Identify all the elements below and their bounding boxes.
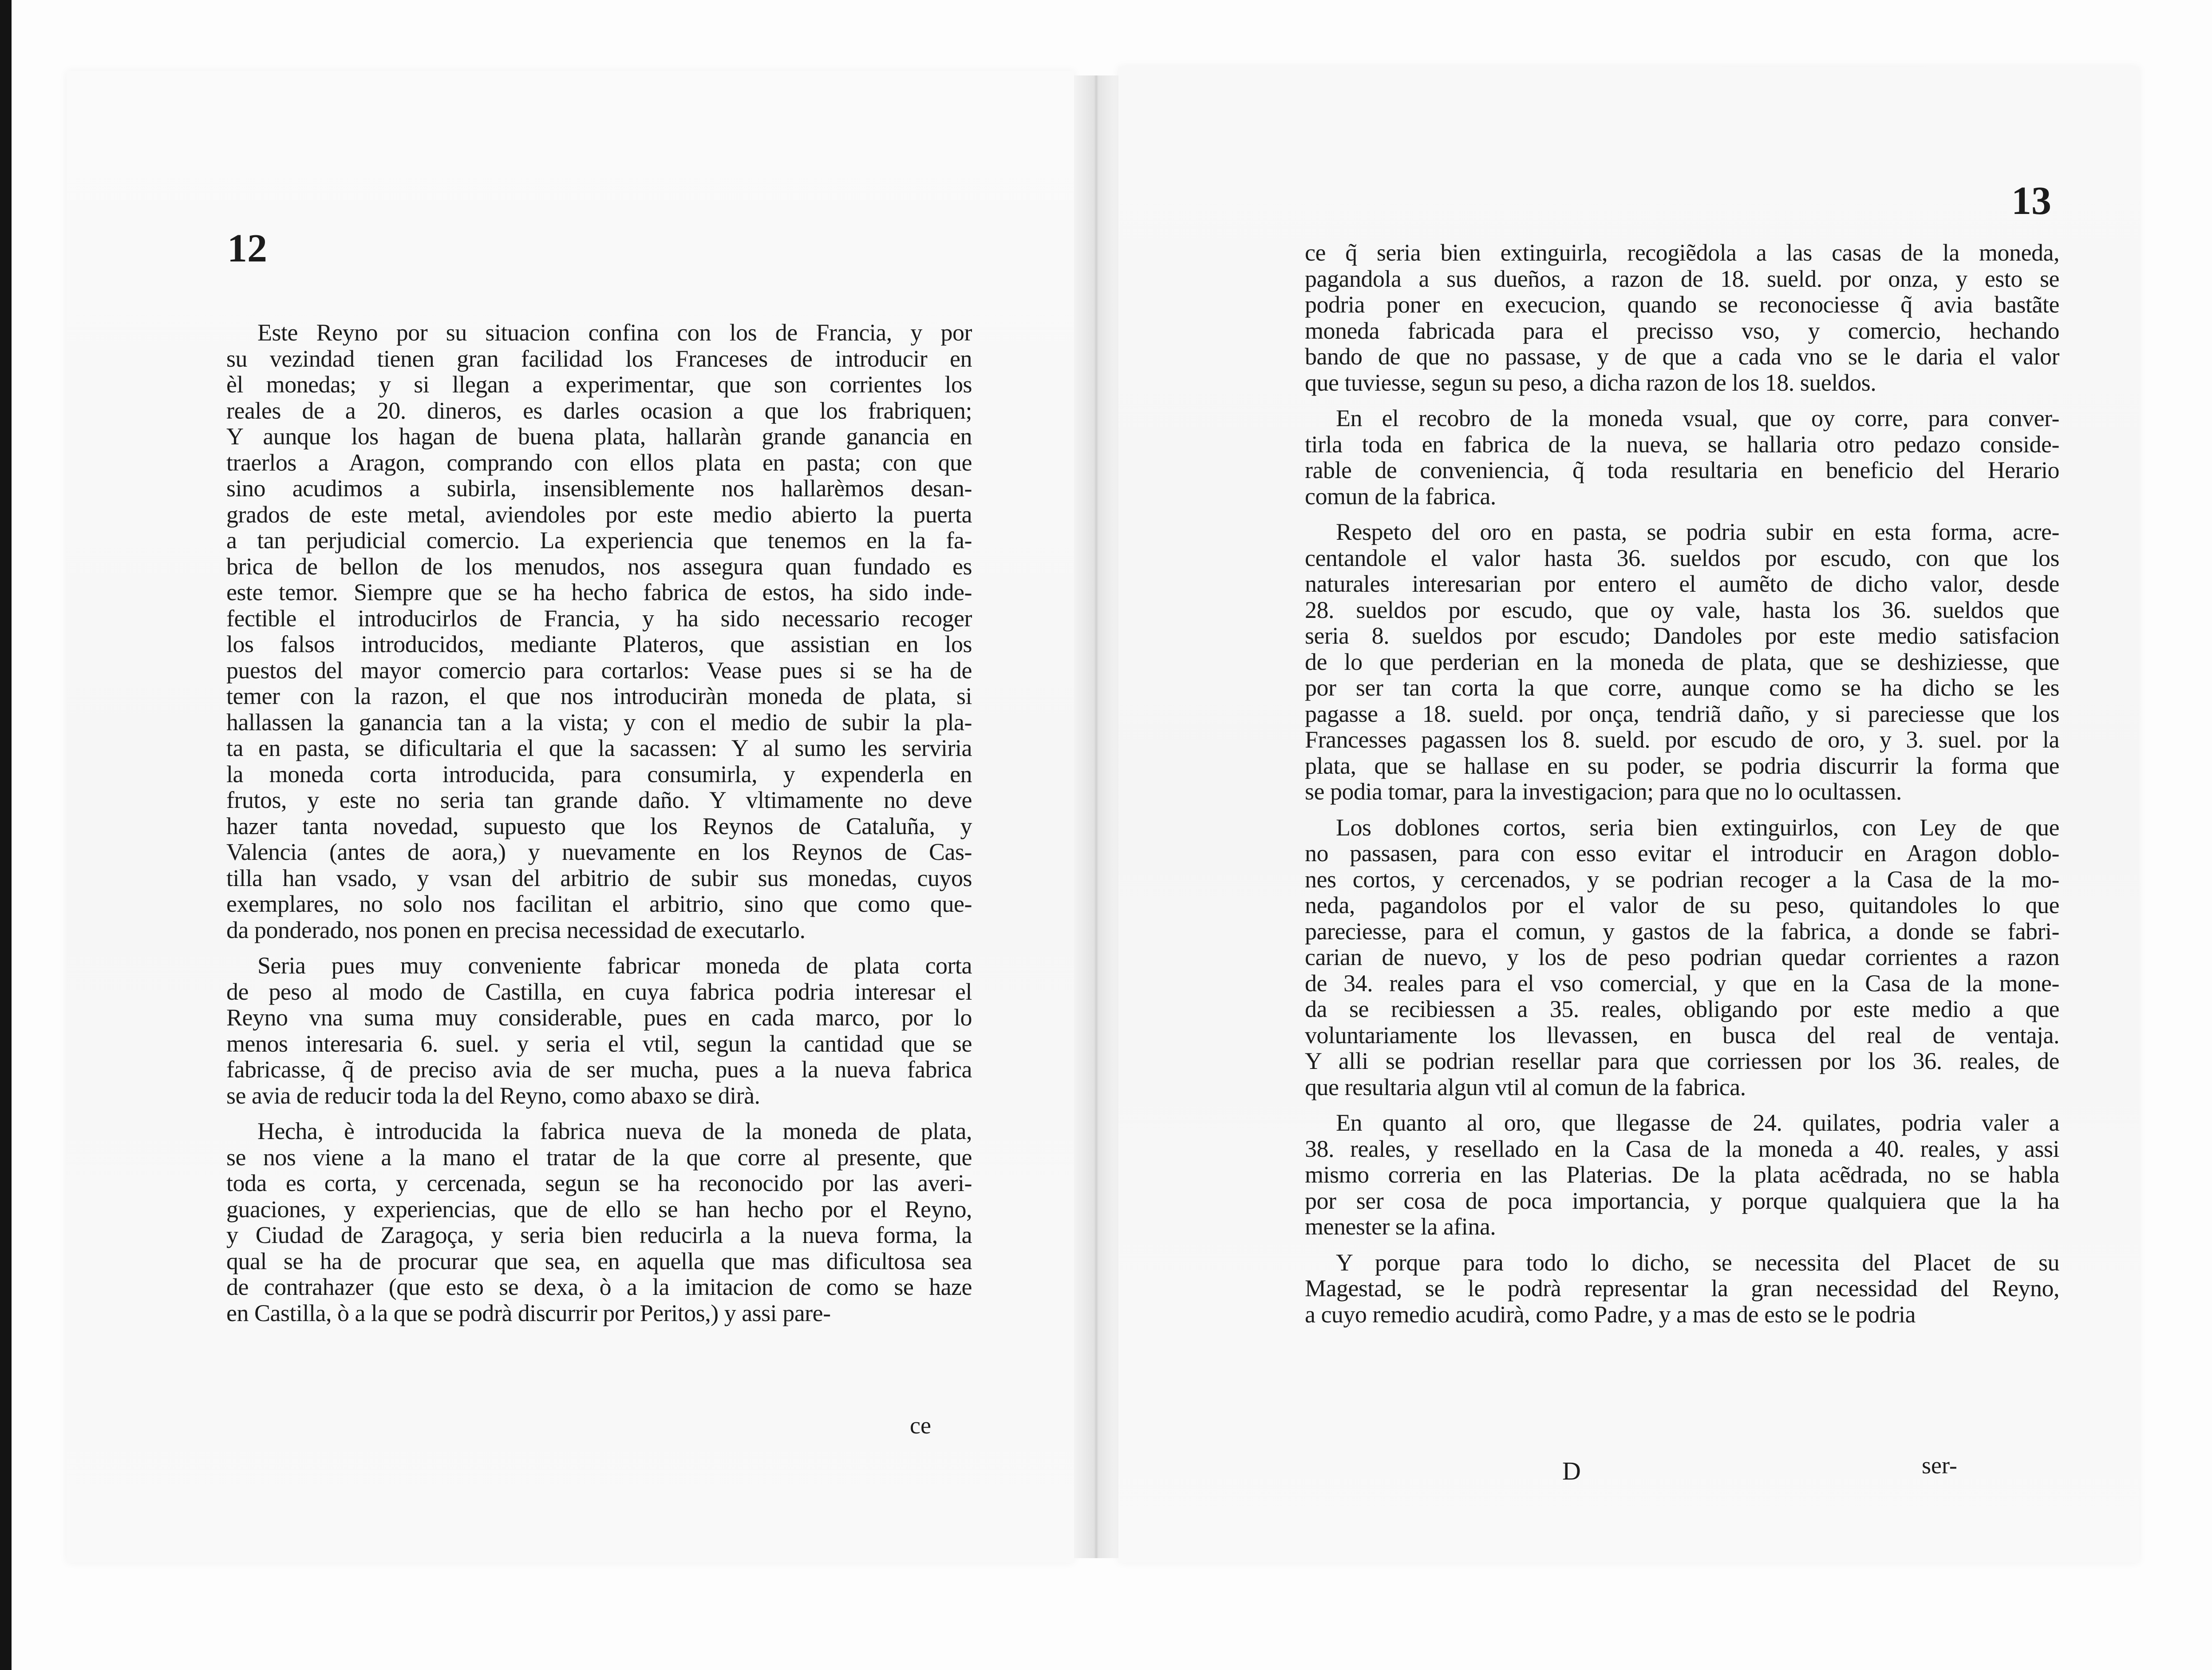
- text-line: Reyno vna suma muy considerable, pues en cada marco, por lo: [226, 1004, 972, 1031]
- text-line: En quanto al oro, que llegasse de 24. quilates, podria valer a: [1336, 1109, 2059, 1136]
- text-line: y Ciudad de Zaragoça, y seria bien reducirla a la nueva forma, la: [226, 1222, 972, 1248]
- text-line: se podia tomar, para la investigacion; para que no lo ocultassen.: [1305, 778, 1902, 805]
- text-line: comun de la fabrica.: [1305, 483, 1496, 510]
- text-line: moneda fabricada para el precisso vso, y comercio, hechando: [1305, 317, 2059, 344]
- text-line: da se recibiessen a 35. reales, obligando por este medio a que: [1305, 996, 2059, 1022]
- text-line: Este Reyno por su situacion confina con los de Francia, y por: [257, 319, 972, 346]
- text-line: por ser tan corta la que corre, aunque como se ha dicho se les: [1305, 674, 2059, 701]
- text-line: voluntariamente los llevassen, en busca del real de ventaja.: [1305, 1021, 2059, 1049]
- text-line: mismo correria en las Platerias. De la plata acẽdrada, no se habla: [1305, 1161, 2059, 1188]
- text-line: que resultaria algun vtil al comun de la fabrica.: [1305, 1073, 1746, 1100]
- text-line: nes cortos, y cercenados, y se podrian recoger a la Casa de la mo-: [1305, 866, 2059, 893]
- left-page: [67, 71, 1074, 1563]
- text-line: exemplares, no solo nos facilitan el arbitrio, sino que como que-: [226, 890, 972, 917]
- paragraph-gap: [1305, 396, 2059, 405]
- text-line: tilla han vsado, y vsan del arbitrio de subir sus monedas, cuyos: [226, 864, 972, 891]
- text-line: da ponderado, nos ponen en precisa necessidad de executarlo.: [226, 916, 806, 943]
- left-page-text: [226, 320, 972, 1326]
- text-line: traerlos a Aragon, comprando con ellos plata en pasta; con que: [226, 449, 972, 476]
- text-line: a tan perjudicial comercio. La experiencia que tenemos en la fa-: [226, 527, 972, 554]
- paragraph-gap: [1305, 805, 2059, 815]
- text-line: que tuviesse, segun su peso, a dicha razon de los 18. sueldos.: [1305, 369, 1876, 396]
- text-line: menester se la afina.: [1305, 1213, 1496, 1240]
- text-line: plata, que se hallase en su poder, se podria discurrir la forma que: [1305, 752, 2059, 779]
- text-line: pareciesse, para el comun, y gastos de la fabrica, a donde se fabri-: [1305, 918, 2059, 945]
- text-line: de 34. reales para el vso comercial, y que en la Casa de la mone-: [1305, 970, 2059, 997]
- text-line: pagandola a sus dueños, a razon de 18. sueld. por onza, y esto se: [1305, 265, 2059, 292]
- text-line: grados de este metal, aviendoles por este medio abierto la puerta: [226, 501, 972, 528]
- paragraph: [1305, 519, 2059, 805]
- text-line: tirla toda en fabrica de la nueva, se hallaria otro pedazo conside-: [1305, 431, 2059, 458]
- paragraph-gap: [226, 1108, 972, 1118]
- signature-mark: D: [1562, 1456, 1581, 1485]
- text-line: la moneda corta introducida, para consumirla, y expenderla en: [226, 760, 972, 788]
- text-line: neda, pagandolos por el valor de su peso, quitandoles lo que: [1305, 892, 2059, 918]
- text-line: de lo que perderian en la moneda de plata, que se deshiziesse, que: [1305, 648, 2059, 675]
- paragraph-gap: [1305, 1100, 2059, 1110]
- text-line: Valencia (antes de aora,) y nuevamente en los Reynos de Cas-: [226, 839, 972, 865]
- text-line: a cuyo remedio acudirà, como Padre, y a mas de esto se le podria: [1305, 1301, 1916, 1328]
- text-line: reales de a 20. dineros, es darles ocasion a que los frabriquen;: [226, 397, 972, 424]
- text-line: Y porque para todo lo dicho, se necessita del Placet de su: [1336, 1249, 2059, 1276]
- text-line: qual se ha de procurar que sea, en aquella que mas dificultosa sea: [226, 1247, 972, 1274]
- text-line: se nos viene a la mano el tratar de la que corre al presente, que: [226, 1144, 972, 1171]
- text-line: de peso al modo de Castilla, en cuya fabrica podria interesar el: [226, 978, 972, 1005]
- text-line: En el recobro de la moneda vsual, que oy corre, para conver-: [1336, 405, 2059, 431]
- text-line: fectible el introducirlos de Francia, y ha sido necessario recoger: [226, 605, 972, 632]
- scanner-edge-strip: [0, 0, 12, 1670]
- paragraph: [1305, 240, 2059, 396]
- text-line: podria poner en execucion, quando se reconociesse q̃ avia bastãte: [1305, 291, 2059, 318]
- right-page: [1118, 67, 2139, 1563]
- catchword: ce: [910, 1412, 931, 1439]
- text-line: este temor. Siempre que se ha hecho fabrica de estos, ha sido inde-: [226, 579, 972, 605]
- text-line: frutos, y este no seria tan grande daño. Y vltimamente no deve: [226, 787, 972, 813]
- text-line: rable de conveniencia, q̃ toda resultaria en beneficio del Herario: [1305, 457, 2059, 483]
- text-line: Respeto del oro en pasta, se podria subir en esta forma, acre-: [1336, 518, 2059, 545]
- text-line: centandole el valor hasta 36. sueldos por escudo, con que los: [1305, 544, 2059, 571]
- text-line: fabricasse, q̃ de preciso avia de ser mucha, pues a la nueva fabrica: [226, 1056, 972, 1083]
- page-number: 12: [227, 226, 267, 270]
- text-line: los falsos introducidos, mediante Plateros, que assistian en los: [226, 631, 972, 657]
- text-line: Y alli se podrian resellar para que corriessen por los 36. reales, de: [1305, 1048, 2059, 1074]
- text-line: brica de bellon de los menudos, nos assegura quan fundado es: [226, 553, 972, 580]
- page-number: 13: [2011, 179, 2051, 223]
- text-line: Hecha, è introducida la fabrica nueva de la moneda de plata,: [257, 1118, 972, 1144]
- text-line: ta en pasta, se dificultaria el que la sacassen: Y al sumo les serviria: [226, 735, 972, 761]
- paragraph: [1305, 1110, 2059, 1240]
- text-line: bando de que no passase, y de que a cada vno se le daria el valor: [1305, 343, 2059, 370]
- right-page-text: [1305, 240, 2059, 1327]
- text-line: Francesses pagassen los 8. sueld. por escudo de oro, y 3. suel. por la: [1305, 726, 2059, 753]
- text-line: 28. sueldos por escudo, que oy vale, hasta los 36. sueldos que: [1305, 596, 2059, 623]
- text-line: no passasen, para con esso evitar el introducir en Aragon doblo-: [1305, 840, 2059, 867]
- text-line: naturales interesarian por entero el aumẽto de dicho valor, desde: [1305, 570, 2059, 597]
- text-line: su vezindad tienen gran facilidad los Franceses de introducir en: [226, 345, 972, 372]
- text-line: Magestad, se le podrà representar la gran necessidad del Reyno,: [1305, 1275, 2059, 1302]
- text-line: seria 8. sueldos por escudo; Dandoles por este medio satisfacion: [1305, 622, 2059, 649]
- text-line: 38. reales, y resellado en la Casa de la moneda a 40. reales, y assi: [1305, 1135, 2059, 1162]
- paragraph: [1305, 405, 2059, 509]
- book-gutter: [1074, 75, 1118, 1558]
- text-line: èl monedas; y si llegan a experimentar, que son corrientes los: [226, 371, 972, 398]
- catchword: ser-: [1922, 1452, 1957, 1479]
- paragraph: [226, 953, 972, 1108]
- text-line: menos interesaria 6. suel. y seria el vtil, segun la cantidad que se: [226, 1030, 972, 1057]
- text-line: en Castilla, ò a la que se podrà discurrir por Peritos,) y assi pare-: [226, 1299, 831, 1326]
- paragraph: [1305, 815, 2059, 1100]
- text-line: ce q̃ seria bien extinguirla, recogiẽdola a las casas de la moneda,: [1305, 239, 2059, 266]
- text-line: toda es corta, y cercenada, segun se ha reconocido por las averi-: [226, 1170, 972, 1196]
- text-line: carian de nuevo, y los de peso podrian quedar corrientes a razon: [1305, 944, 2059, 970]
- text-line: hazer tanta novedad, supuesto que los Reynos de Cataluña, y: [226, 812, 972, 839]
- paragraph: [226, 320, 972, 943]
- text-line: pagasse a 18. sueld. por onça, tendriã daño, y si pareciesse que los: [1305, 700, 2059, 727]
- text-line: Los doblones cortos, seria bien extinguirlos, con Ley de que: [1336, 814, 2059, 841]
- paragraph-gap: [226, 943, 972, 953]
- paragraph-gap: [1305, 1240, 2059, 1250]
- text-line: Seria pues muy conveniente fabricar moneda de plata corta: [257, 952, 972, 979]
- paragraph: [226, 1118, 972, 1326]
- text-line: guaciones, y experiencias, que de ello se han hecho por el Reyno,: [226, 1195, 972, 1223]
- text-line: sino acudimos a subirla, insensiblemente nos hallarèmos desan-: [226, 475, 972, 502]
- paragraph-gap: [1305, 509, 2059, 519]
- paragraph: [1305, 1250, 2059, 1328]
- text-line: puestos del mayor comercio para cortarlos: Vease pues si se ha de: [226, 657, 972, 684]
- text-line: de contrahazer (que esto se dexa, ò a la imitacion de como se haze: [226, 1274, 972, 1300]
- text-line: temer con la razon, el que nos introduciràn moneda de plata, si: [226, 683, 972, 709]
- text-line: hallassen la ganancia tan a la vista; y con el medio de subir la pla-: [226, 708, 972, 736]
- text-line: Y aunque los hagan de buena plata, hallaràn grande ganancia en: [226, 423, 972, 450]
- text-line: se avia de reducir toda la del Reyno, como abaxo se dirà.: [226, 1082, 760, 1109]
- text-line: por ser cosa de poca importancia, y porque qualquiera que la ha: [1305, 1187, 2059, 1214]
